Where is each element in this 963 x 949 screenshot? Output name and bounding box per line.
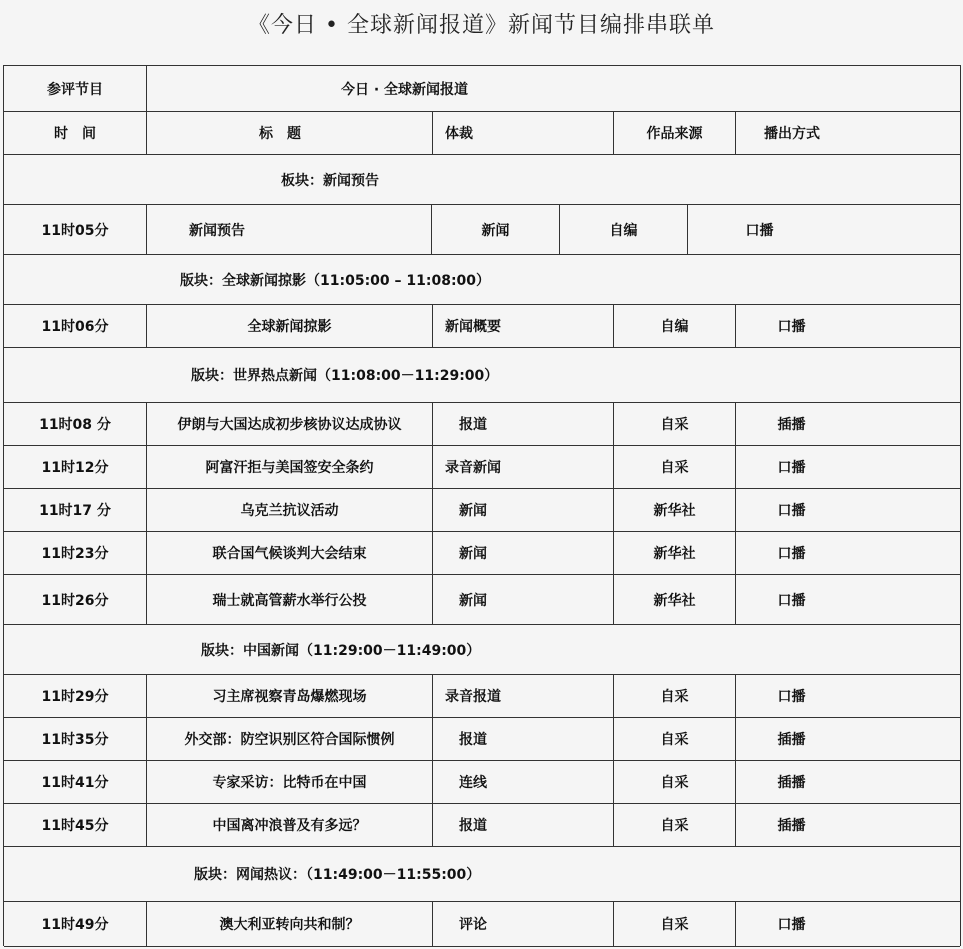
- table-row: [4, 761, 960, 804]
- mode-cell: 口播: [735, 446, 847, 488]
- headline-cell: 中国离冲浪普及有多远？: [146, 804, 432, 846]
- time-cell: 11时23分: [41, 546, 109, 562]
- headline-cell: 外交部：防空识别区符合国际惯例: [146, 718, 432, 760]
- source-cell: 自采: [613, 718, 735, 760]
- section-row: [4, 348, 960, 403]
- headline-cell: 新闻预告: [146, 205, 431, 254]
- source-cell: 自采: [613, 403, 735, 445]
- genre-cell: 新闻: [431, 205, 559, 254]
- time-cell: 11时29分: [41, 689, 109, 705]
- mode-cell: 插播: [735, 403, 847, 445]
- section-row: [4, 847, 960, 902]
- genre-cell: 录音报道: [432, 675, 613, 717]
- mode-cell: 口播: [735, 489, 847, 531]
- time-cell: 11时06分: [41, 319, 109, 335]
- source-cell: 自采: [613, 902, 735, 946]
- table-row: [4, 718, 960, 761]
- section-row: [4, 155, 960, 205]
- section-label: 版块：世界热点新闻（11:08:00－11:29:00）: [191, 368, 499, 384]
- table-row: [4, 446, 960, 489]
- genre-cell: 报道: [432, 718, 613, 760]
- header-row: [4, 112, 960, 155]
- section-label: 版块：网闻热议：（11:49:00－11:55:00）: [194, 867, 481, 883]
- mode-cell: 口播: [735, 305, 847, 347]
- time-cell: 11时12分: [41, 460, 109, 476]
- source-cell: 自编: [559, 205, 687, 254]
- table-row: [4, 575, 960, 625]
- source-cell: 自采: [613, 675, 735, 717]
- table-row: [4, 489, 960, 532]
- section-label: 板块：新闻预告: [281, 172, 379, 189]
- table-row: [4, 675, 960, 718]
- table-row: [4, 403, 960, 446]
- section-row: [4, 625, 960, 675]
- headline-cell: 乌克兰抗议活动: [146, 489, 432, 531]
- time-cell: 11时08 分: [39, 417, 111, 433]
- section-label: 版块：全球新闻掠影（11:05:00 – 11:08:00）: [180, 272, 491, 289]
- headline-cell: 习主席视察青岛爆燃现场: [146, 675, 432, 717]
- headline-cell: 伊朗与大国达成初步核协议达成协议: [146, 403, 432, 445]
- table-row: [4, 205, 960, 255]
- genre-cell: 新闻: [432, 575, 613, 624]
- time-cell: 11时17 分: [39, 503, 111, 519]
- section-label: 版块：中国新闻（11:29:00－11:49:00）: [201, 642, 481, 659]
- mode-cell: 口播: [735, 902, 847, 946]
- col-headline: 标 题: [146, 112, 432, 154]
- mode-cell: 插播: [735, 804, 847, 846]
- rundown-table: [3, 65, 961, 946]
- genre-cell: 报道: [432, 403, 613, 445]
- genre-cell: 新闻概要: [432, 305, 613, 347]
- source-cell: 新华社: [613, 575, 735, 624]
- genre-cell: 报道: [432, 804, 613, 846]
- time-cell: 11时35分: [41, 732, 109, 748]
- time-cell: 11时41分: [41, 775, 109, 791]
- source-cell: 自采: [613, 804, 735, 846]
- headline-cell: 联合国气候谈判大会结束: [146, 532, 432, 574]
- headline-cell: 澳大利亚转向共和制？: [146, 902, 432, 946]
- time-cell: 11时45分: [41, 818, 109, 834]
- program-label: 参评节目: [47, 81, 103, 98]
- col-time: 时 间: [54, 126, 96, 142]
- page-title: 《今日 • 全球新闻报道》新闻节目编排串联单: [248, 13, 715, 38]
- section-row: [4, 255, 960, 305]
- source-cell: 新华社: [613, 489, 735, 531]
- genre-cell: 新闻: [432, 489, 613, 531]
- col-mode: 播出方式: [735, 112, 962, 154]
- time-cell: 11时26分: [41, 592, 109, 609]
- time-cell: 11时49分: [41, 917, 109, 933]
- mode-cell: 插播: [735, 761, 847, 803]
- col-source: 作品来源: [613, 112, 735, 154]
- mode-cell: 插播: [735, 718, 847, 760]
- mode-cell: 口播: [735, 532, 847, 574]
- source-cell: 新华社: [613, 532, 735, 574]
- source-cell: 自采: [613, 761, 735, 803]
- table-row: [4, 902, 960, 947]
- mode-cell: 口播: [687, 205, 831, 254]
- col-genre: 体裁: [432, 112, 613, 154]
- headline-cell: 瑞士就高管薪水举行公投: [146, 575, 432, 624]
- table-row: [4, 305, 960, 348]
- table-row: [4, 804, 960, 847]
- headline-cell: 阿富汗拒与美国签安全条约: [146, 446, 432, 488]
- table-row: [4, 532, 960, 575]
- genre-cell: 录音新闻: [432, 446, 613, 488]
- time-cell: 11时05分: [41, 222, 109, 239]
- program-name: 今日 · 全球新闻报道: [146, 66, 662, 111]
- mode-cell: 口播: [735, 575, 847, 624]
- headline-cell: 全球新闻掠影: [146, 305, 432, 347]
- headline-cell: 专家采访：比特币在中国: [146, 761, 432, 803]
- mode-cell: 口播: [735, 675, 847, 717]
- genre-cell: 连线: [432, 761, 613, 803]
- source-cell: 自采: [613, 446, 735, 488]
- source-cell: 自编: [613, 305, 735, 347]
- genre-cell: 新闻: [432, 532, 613, 574]
- genre-cell: 评论: [432, 902, 613, 946]
- program-row: [4, 66, 960, 112]
